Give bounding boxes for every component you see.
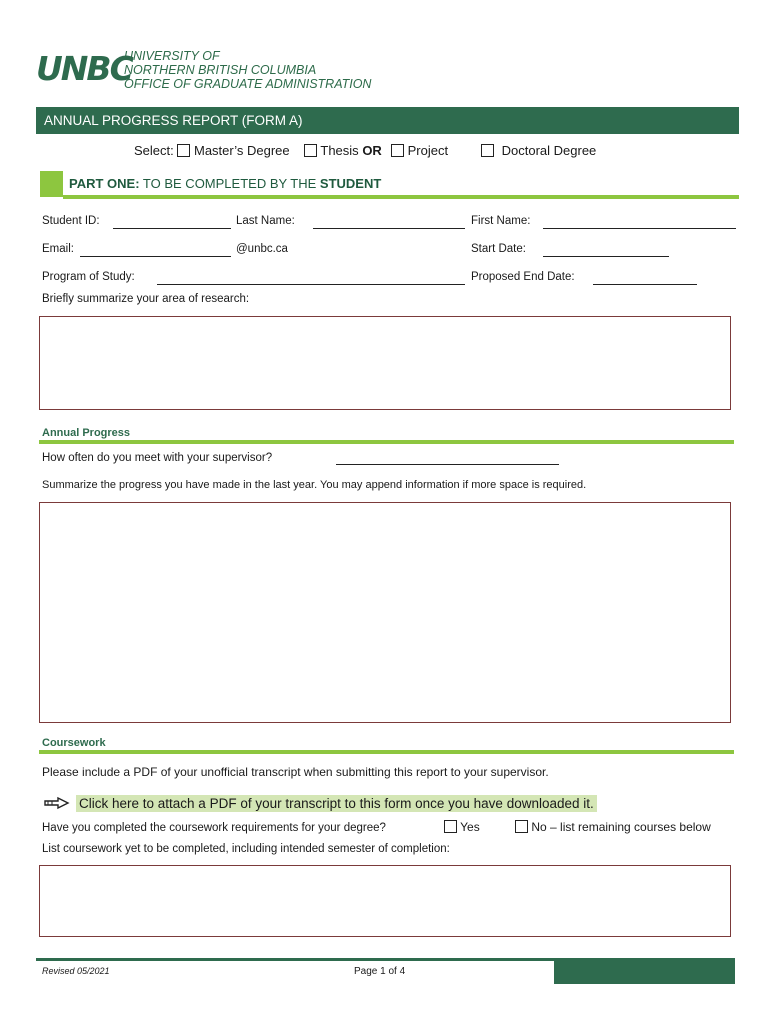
first-name-label: First Name:: [471, 215, 531, 227]
attach-transcript: [44, 795, 597, 811]
student-id-label: Student ID:: [42, 215, 100, 227]
part-one-prefix: PART ONE:: [69, 176, 140, 191]
footer-block: [554, 958, 735, 984]
unbc-logo-graphic: [36, 46, 132, 88]
progress-summary-textarea[interactable]: [39, 502, 731, 723]
masters-label: Master’s Degree: [194, 143, 290, 158]
revised-date: Revised 05/2021: [42, 966, 110, 976]
transcript-note: Please include a PDF of your unofficial transcript when submitting this report to your supervisor.: [42, 765, 549, 779]
email-label: Email:: [42, 243, 74, 255]
doctoral-option: [481, 143, 596, 158]
page-number: Page 1 of 4: [354, 966, 406, 977]
unbc-logo: [36, 46, 132, 88]
footer-rule: [36, 958, 554, 961]
list-coursework-question: List coursework yet to be completed, including intended semester of completion:: [42, 843, 450, 855]
project-option: [391, 143, 448, 158]
doctoral-checkbox[interactable]: [481, 144, 494, 157]
form-title: ANNUAL PROGRESS REPORT (FORM A): [36, 107, 739, 134]
pointing-hand-icon: [44, 795, 70, 811]
org-line-1: UNIVERSITY OF: [124, 49, 220, 63]
start-date-label: Start Date:: [471, 243, 526, 255]
part-one-marker: [40, 171, 63, 197]
completed-question: Have you completed the coursework requirements for your degree?: [42, 822, 386, 834]
thesis-label: Thesis: [320, 143, 359, 158]
project-checkbox[interactable]: [391, 144, 404, 157]
select-label: Select:: [134, 143, 174, 158]
logo-lettering: UNBC: [36, 49, 132, 88]
research-summary-textarea[interactable]: [39, 316, 731, 410]
org-line-3: OFFICE OF GRADUATE ADMINISTRATION: [124, 77, 372, 91]
coursework-rule: [39, 750, 734, 754]
org-line-2: NORTHERN BRITISH COLUMBIA: [124, 63, 317, 77]
meet-question: How often do you meet with your supervisor?: [42, 452, 273, 464]
first-name-input[interactable]: [543, 228, 736, 229]
no-label: No – list remaining courses below: [531, 820, 711, 834]
or-label: OR: [362, 143, 382, 158]
remaining-coursework-textarea[interactable]: [39, 865, 731, 937]
last-name-label: Last Name:: [236, 215, 295, 227]
project-label: Project: [407, 143, 449, 158]
part-one-title: [69, 176, 381, 191]
no-checkbox[interactable]: [515, 820, 528, 833]
program-label: Program of Study:: [42, 271, 135, 283]
start-date-input[interactable]: [543, 256, 669, 257]
email-input[interactable]: [80, 256, 231, 257]
last-name-input[interactable]: [313, 228, 465, 229]
proposed-end-label: Proposed End Date:: [471, 271, 575, 283]
thesis-checkbox[interactable]: [304, 144, 317, 157]
yes-option: [444, 820, 480, 834]
doctoral-label: Doctoral Degree: [501, 143, 597, 158]
org-name: [124, 49, 371, 91]
meet-frequency-input[interactable]: [336, 464, 559, 465]
proposed-end-input[interactable]: [593, 284, 697, 285]
part-one-rule: [63, 195, 739, 199]
student-id-input[interactable]: [113, 228, 231, 229]
part-one-student: STUDENT: [319, 176, 382, 191]
coursework-title: Coursework: [42, 737, 106, 749]
program-input[interactable]: [157, 284, 465, 285]
degree-select: [134, 143, 290, 158]
part-one-middle: TO BE COMPLETED BY THE: [139, 176, 320, 191]
attach-transcript-link[interactable]: Click here to attach a PDF of your transcript to this form once you have downloaded it.: [76, 795, 597, 812]
masters-checkbox[interactable]: [177, 144, 190, 157]
progress-summary-question: Summarize the progress you have made in the last year. You may append information if more space is required.: [42, 479, 587, 491]
annual-progress-rule: [39, 440, 734, 444]
yes-label: Yes: [460, 820, 480, 834]
research-prompt: Briefly summarize your area of research:: [42, 293, 250, 305]
email-domain: @unbc.ca: [236, 243, 288, 255]
yes-checkbox[interactable]: [444, 820, 457, 833]
no-option: [515, 820, 711, 834]
annual-progress-title: Annual Progress: [42, 427, 131, 439]
thesis-option: [304, 143, 382, 158]
